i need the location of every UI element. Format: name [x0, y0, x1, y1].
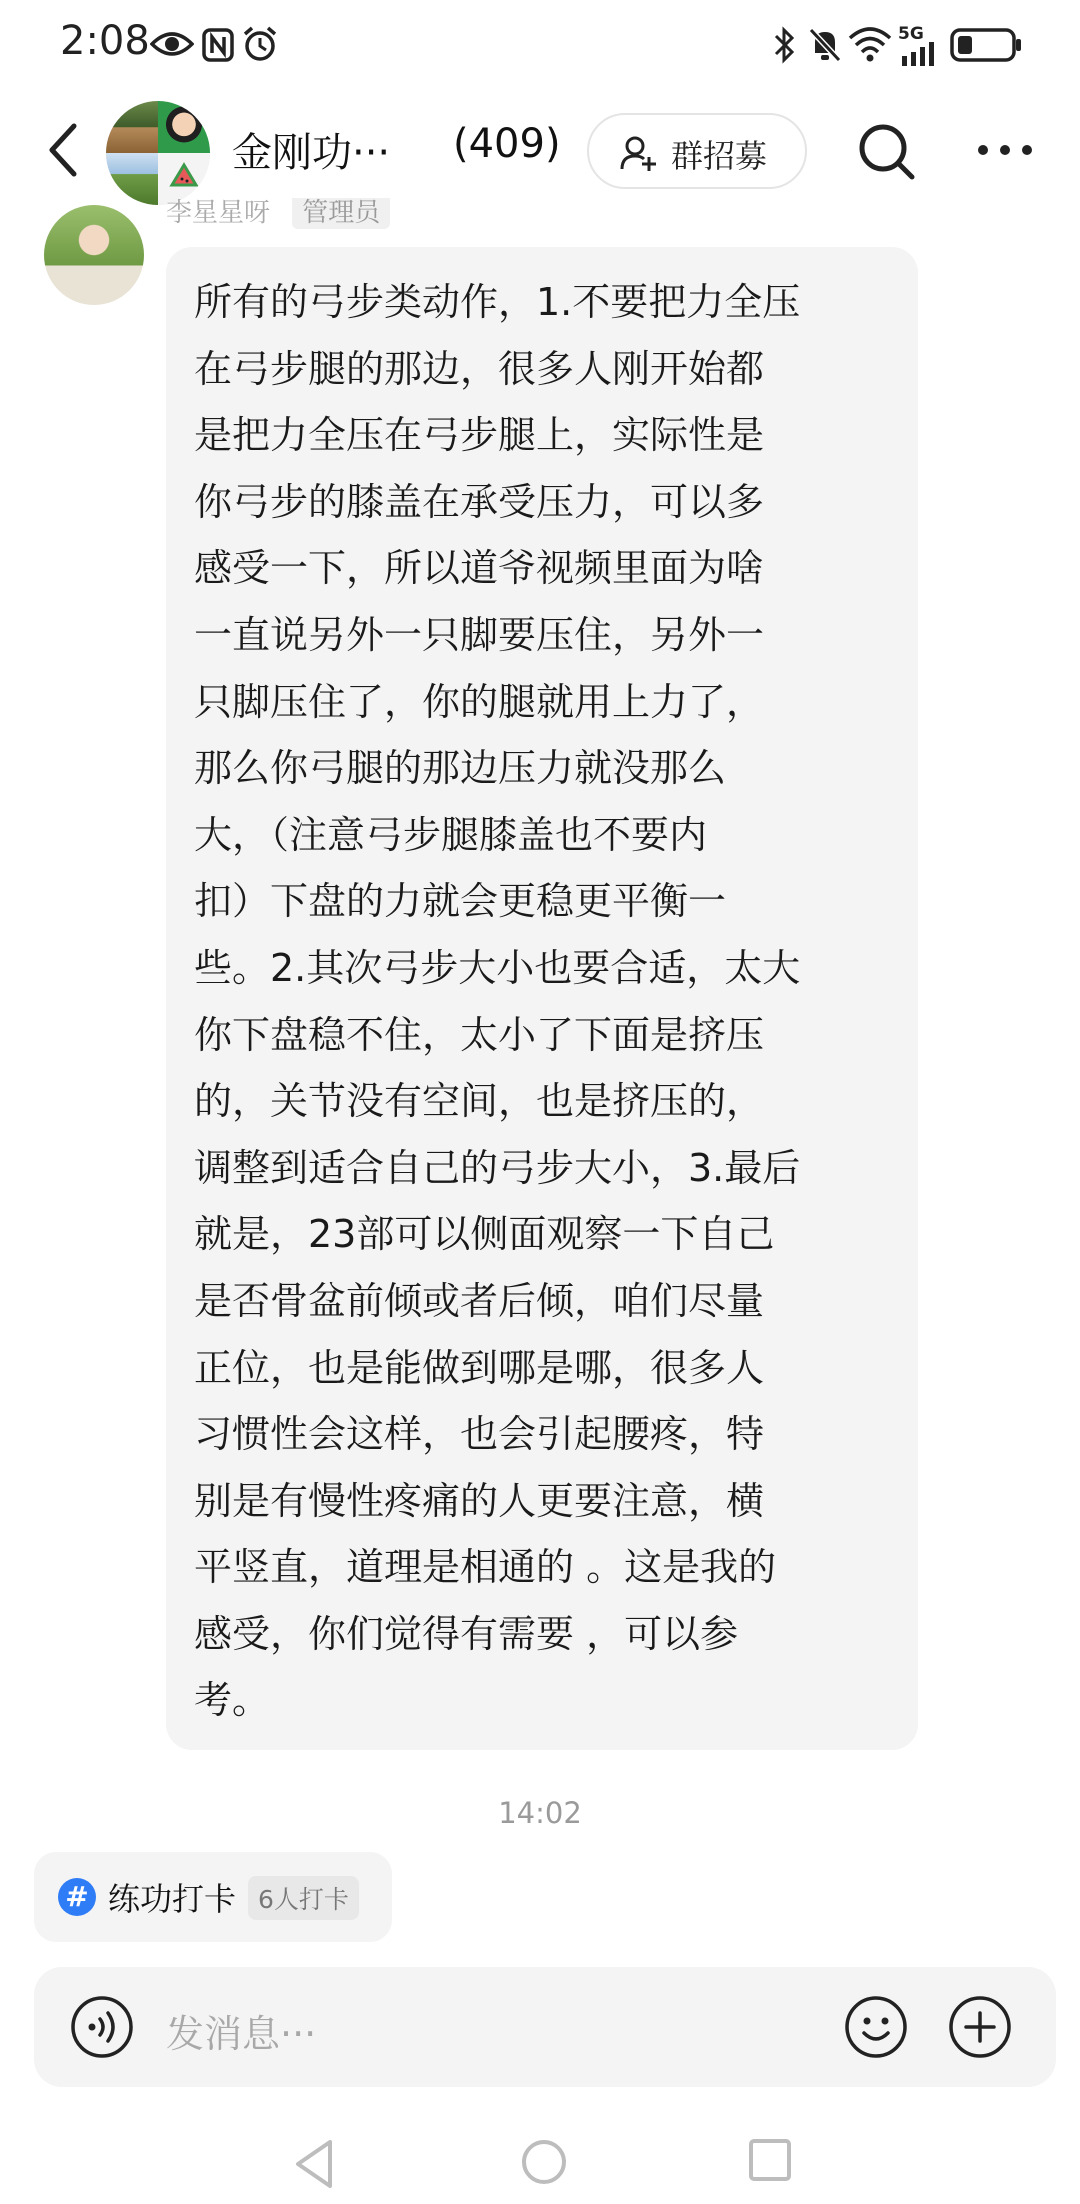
message-line: 你弓步的膝盖在承受压力，可以多 [194, 479, 765, 524]
message-line: 正位，也是能做到哪是哪，很多人 [194, 1345, 765, 1390]
recruit-label: 群招募 [671, 137, 768, 175]
message-input-bar [34, 1967, 1056, 2087]
message-line: 平竖直，道理是相通的 。这是我的 [194, 1545, 777, 1590]
message-line: 考。 [194, 1678, 271, 1723]
message-line: 的，关节没有空间，也是挤压的， [194, 1079, 765, 1124]
eye-icon [150, 28, 194, 60]
message-line: 在弓步腿的那边，很多人刚开始都 [194, 346, 765, 391]
message-input[interactable]: 发消息··· [166, 2012, 317, 2056]
group-name[interactable]: 金刚功··· [232, 130, 391, 176]
signal-icon [898, 42, 940, 66]
message-text [194, 269, 890, 1734]
more-icon[interactable] [975, 125, 1035, 175]
message-line: 感受，你们觉得有需要 ，可以参 [194, 1611, 739, 1656]
chat-header [0, 95, 1080, 210]
add-person-icon [619, 133, 659, 173]
checkin-tag[interactable] [34, 1852, 392, 1942]
member-count: (409) [453, 121, 561, 167]
message-line: 些。2.其次弓步大小也要合适，太大 [194, 945, 801, 990]
group-recruit-button[interactable] [587, 113, 807, 189]
nfc-icon [202, 28, 234, 62]
message-line: 所有的弓步类动作，1.不要把力全压 [194, 280, 801, 324]
search-icon[interactable] [855, 120, 917, 182]
sender-info [166, 198, 390, 232]
wifi-icon [848, 26, 892, 62]
nav-back-icon[interactable] [290, 2136, 340, 2192]
voice-icon[interactable] [70, 1995, 134, 2059]
emoji-icon[interactable] [844, 1995, 908, 2059]
mute-icon [808, 26, 842, 64]
alarm-icon [242, 26, 278, 62]
message-line: 别是有慢性疼痛的人更要注意，横 [194, 1478, 765, 1523]
message-line: 你下盘稳不住，太小了下面是挤压 [194, 1012, 765, 1057]
message-bubble[interactable] [166, 247, 918, 1750]
message-line: 感受一下，所以道爷视频里面为啥 [194, 546, 765, 591]
back-icon[interactable] [40, 120, 90, 180]
hashtag-icon: # [58, 1878, 96, 1916]
status-time: 2:08 [60, 18, 150, 64]
nav-home-icon[interactable] [520, 2138, 568, 2186]
message-line: 是否骨盆前倾或者后倾，咱们尽量 [194, 1278, 765, 1323]
sender-name: 李星星呀 [166, 198, 271, 228]
message-line: 只脚压住了，你的腿就用上力了， [194, 679, 765, 724]
message-line: 一直说另外一只脚要压住，另外一 [194, 612, 765, 657]
add-icon[interactable] [948, 1995, 1012, 2059]
sender-role-badge: 管理员 [292, 198, 390, 229]
sender-avatar[interactable] [44, 205, 144, 305]
message-line: 是把力全压在弓步腿上，实际性是 [194, 413, 765, 458]
message-line: 那么你弓腿的那边压力就没那么 [194, 746, 727, 791]
message-line: 扣）下盘的力就会更稳更平衡一 [194, 879, 727, 924]
message-line: 习惯性会这样，也会引起腰疼，特 [194, 1412, 765, 1457]
timestamp: 14:02 [498, 1796, 582, 1830]
message-line: 调整到适合自己的弓步大小，3.最后 [194, 1145, 801, 1190]
bluetooth-icon [772, 26, 798, 64]
network-type: 5G [898, 24, 924, 44]
checkin-count-badge: 6人打卡 [248, 1876, 359, 1920]
checkin-label: 练功打卡 [108, 1880, 237, 1918]
message-line: 就是，23部可以侧面观察一下自己 [194, 1212, 775, 1257]
nav-recent-icon[interactable] [748, 2138, 792, 2182]
group-avatar[interactable] [106, 101, 210, 205]
battery-icon [950, 28, 1022, 62]
status-bar [0, 0, 1080, 90]
message-line: 大，（注意弓步腿膝盖也不要内 [194, 812, 708, 857]
